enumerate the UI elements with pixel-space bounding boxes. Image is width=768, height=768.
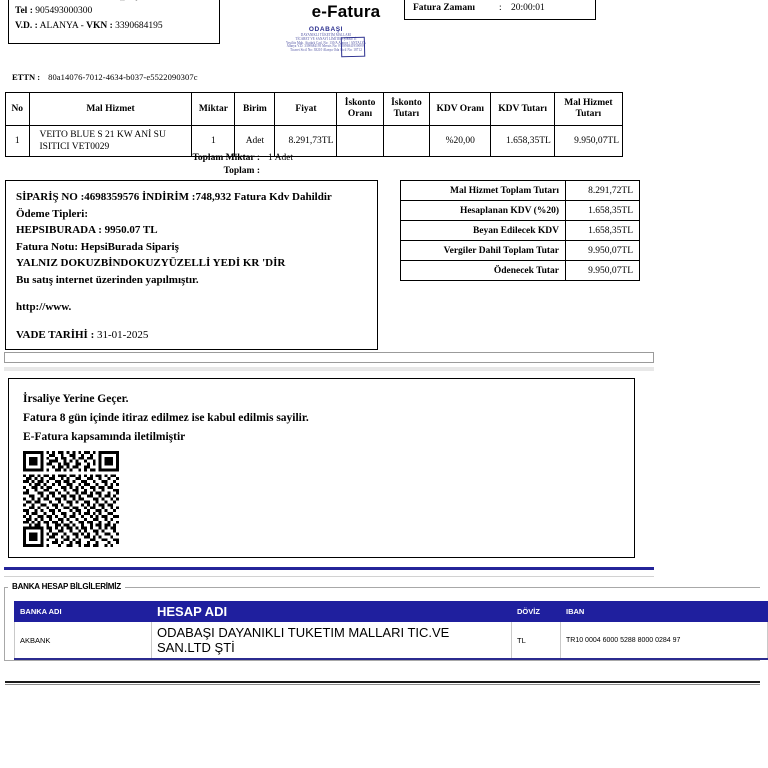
col-description: Mal Hizmet [29, 93, 192, 126]
seller-tel [15, 4, 213, 19]
summary-row-total-incl-tax [401, 241, 640, 261]
seller-sep: - [80, 21, 84, 31]
stamp-border-mark [341, 37, 366, 58]
line-items-table [5, 92, 623, 157]
total-quantity-row [5, 152, 623, 165]
line-items-footer [5, 152, 623, 178]
summary-row-declared-vat [401, 221, 640, 241]
cell-vat-amount: 1.658,35TL [491, 126, 554, 157]
summary-value-declared-vat: 1.658,35TL [566, 221, 640, 241]
cell-line-total: 9.950,07TL [554, 126, 622, 157]
summary-value-payable: 9.950,07TL [566, 261, 640, 281]
document-type-title: e-Fatura [311, 2, 381, 21]
blue-divider [4, 567, 654, 570]
stamp-line-2: TİCARET VE SANAYİ LİMİTED ŞİRKETİ [295, 36, 357, 41]
dispatch-note-box [8, 378, 635, 558]
note-invoice-note: Fatura Notu: HepsiBurada Sipariş [16, 240, 179, 253]
bank-col-account: HESAP ADI [152, 602, 512, 622]
col-vat-amount: KDV Tutarı [491, 93, 554, 126]
cell-price: 8.291,73TL [275, 126, 337, 157]
total-value [260, 165, 268, 178]
note-url: http://www. [16, 301, 72, 313]
total-label: Toplam : [223, 166, 260, 176]
bank-cell-name: AKBANK [15, 622, 152, 660]
cell-vat-rate: %20,00 [430, 126, 491, 157]
due-date-label: VADE TARİHİ : [16, 328, 95, 341]
note-due-date [16, 327, 367, 344]
footer-rule [5, 681, 760, 683]
seller-info-box [8, 0, 220, 44]
note-order-line: SİPARİŞ NO :4698359576 İNDİRİM :748,932 Fatura Kdv Dahildir [16, 191, 332, 203]
col-vat-rate: KDV Oranı [430, 93, 491, 126]
cell-description: VEITO BLUE S 21 KW ANİ SU ISITICI VET0029 [29, 126, 192, 157]
note-payment-types-label: Ödeme Tipleri: [16, 207, 89, 220]
table-row [15, 622, 768, 660]
stamp-line-3: Yeşilöz Mah. Atatürk Cad. No: 130/A Alanya / ANTALYA [286, 40, 366, 45]
seller-tel-label: Tel : [15, 6, 33, 16]
bank-col-currency: DÖVİZ [512, 602, 561, 622]
note-internet-sale: Bu satış internet üzerinden yapılmıştır. [16, 273, 199, 286]
total-quantity-label: Toplam Miktar : [192, 153, 260, 163]
col-unit: Birim [235, 93, 275, 126]
seller-vkn-label: VKN : [86, 21, 113, 31]
cell-unit: Adet [235, 126, 275, 157]
ettn [12, 72, 198, 82]
bank-cell-currency: TL [512, 622, 561, 660]
bank-col-name: BANKA ADI [15, 602, 152, 622]
dispatch-line-1: İrsaliye Yerine Geçer. [23, 393, 129, 405]
dispatch-line-3: E-Fatura kapsamında iletilmiştir [23, 431, 186, 443]
seller-tel-value: 905493000300 [35, 6, 93, 16]
stamp-line-5: Ticaret Sicil No: 38210 Alanya Oda Sicil No: 18712 [290, 47, 362, 53]
summary-label-calculated-vat: Hesaplanan KDV (%20) [401, 201, 566, 221]
bank-accounts-table [14, 601, 768, 660]
bank-header-row [15, 602, 768, 622]
summary-label-declared-vat: Beyan Edilecek KDV [401, 221, 566, 241]
cell-quantity: 1 [192, 126, 235, 157]
summary-label-goods-total: Mal Hizmet Toplam Tutarı [401, 181, 566, 201]
total-row [5, 165, 623, 178]
summary-value-calculated-vat: 1.658,35TL [566, 201, 640, 221]
ettn-label: ETTN : [12, 72, 41, 82]
invoice-time-label: Fatura Zamanı [413, 3, 476, 13]
summary-label-total-incl-tax: Vergiler Dahil Toplam Tutar [401, 241, 566, 261]
empty-strip-shadow [4, 367, 654, 371]
due-date-value: 31-01-2025 [97, 328, 149, 341]
col-line-total: Mal Hizmet Tutarı [554, 93, 622, 126]
totals-summary-table [400, 180, 640, 281]
col-discount-rate: İskonto Oranı [337, 93, 383, 126]
empty-strip [4, 352, 654, 363]
note-spacer-1 [16, 288, 367, 299]
col-discount-amount: İskonto Tutarı [383, 93, 429, 126]
bank-cell-account: ODABAŞI DAYANIKLI TUKETIM MALLARI TIC.VE SAN.LTD ŞTİ [152, 622, 512, 660]
summary-row-calculated-vat [401, 201, 640, 221]
seller-tax [15, 19, 213, 34]
grey-divider [4, 576, 654, 577]
col-no: No [6, 93, 30, 126]
stamp-line-1: DAYANIKLI TÜKETİM MALLARI [300, 32, 352, 38]
summary-value-total-incl-tax: 9.950,07TL [566, 241, 640, 261]
invoice-time-box [404, 0, 596, 20]
cell-no: 1 [6, 126, 30, 157]
summary-row-goods-total [401, 181, 640, 201]
stamp-line-4: Alanya V.D. 3390684195 Mersis No: 0339068419500001 [286, 43, 366, 49]
seller-vd-label: V.D. : [15, 21, 38, 31]
line-items-header-row [6, 93, 623, 126]
seller-vkn-value: 3390684195 [115, 21, 163, 31]
invoice-time-value: 20:00:01 [511, 3, 545, 13]
ettn-value: 80a14076-7012-4634-b037-e5522090307c [48, 72, 198, 82]
col-price: Fiyat [275, 93, 337, 126]
summary-row-payable [401, 261, 640, 281]
bank-col-iban: IBAN [561, 602, 768, 622]
invoice-notes-box [5, 180, 378, 350]
bank-cell-iban: TR10 0004 6000 5288 8000 0284 97 [561, 622, 768, 660]
company-stamp [285, 26, 367, 60]
note-payment-line: HEPSIBURADA : 9950.07 TL [16, 224, 158, 236]
stamp-company-name: ODABAŞI [308, 26, 344, 33]
summary-label-payable: Ödenecek Tutar [401, 261, 566, 281]
invoice-time-separator: : [499, 3, 502, 13]
col-quantity: Miktar [192, 93, 235, 126]
bank-info-legend: BANKA HESAP BİLGİLERİMİZ [8, 582, 125, 591]
total-quantity-value: 1 Adet [268, 153, 294, 163]
summary-value-goods-total: 8.291,72TL [566, 181, 640, 201]
footer-rule-shadow [5, 684, 760, 685]
dispatch-line-2: Fatura 8 gün içinde itiraz edilmez ise kabul edilmis sayilir. [23, 412, 309, 424]
qr-code [23, 451, 119, 547]
note-amount-in-words: YALNIZ DOKUZBİNDOKUZYÜZELLİ YEDİ KR 'DİR [16, 257, 286, 269]
note-spacer-2 [16, 316, 367, 327]
seller-vd-value: ALANYA [39, 21, 79, 31]
